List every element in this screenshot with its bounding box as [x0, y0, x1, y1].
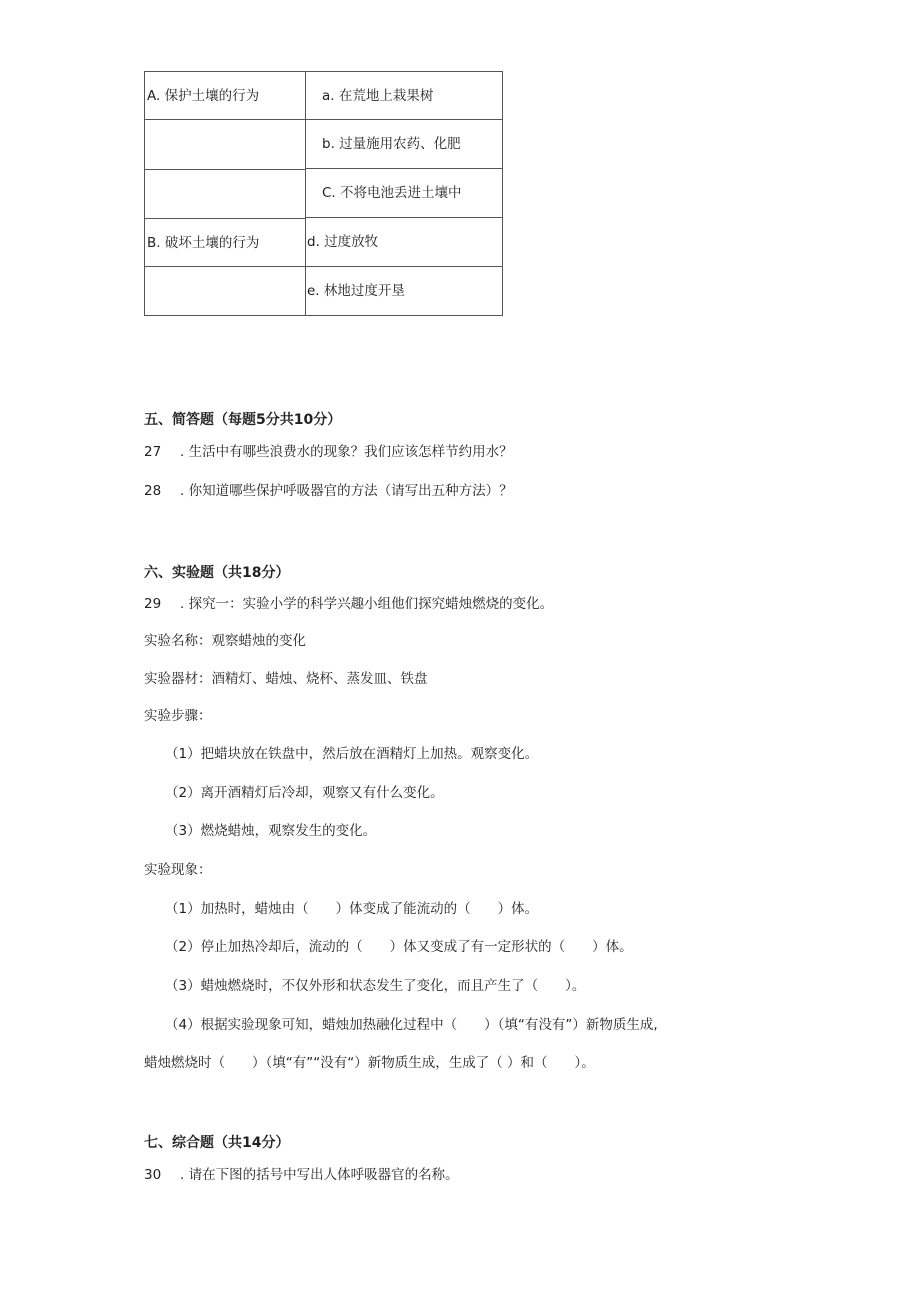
question-29	[144, 594, 553, 614]
question-text: . 请在下图的括号中写出人体呼吸器官的名称。	[180, 1167, 459, 1183]
experiment-name: 实验名称：观察蜡烛的变化	[144, 633, 306, 649]
section-title-short-answer: 五、简答题（每题5分共10分）	[144, 412, 342, 428]
table-cell-category: B. 破坏土壤的行为	[144, 218, 305, 267]
table-cell-category	[144, 169, 305, 218]
experiment-step: （2）离开酒精灯后冷却，观察又有什么变化。	[165, 785, 444, 801]
question-number: 28	[144, 483, 162, 499]
phenomenon-item: （2）停止加热冷却后，流动的（ ）体又变成了有一定形状的（ ）体。	[165, 939, 633, 955]
table-cell-behavior: C. 不将电池丢进土壤中	[305, 169, 503, 218]
table-cell-behavior: d. 过度放牧	[305, 218, 503, 267]
table-cell-behavior: e. 林地过度开垦	[305, 267, 503, 316]
experiment-steps-label: 实验步骤：	[144, 708, 212, 724]
question-number: 29	[144, 596, 162, 612]
table-cell-behavior: a. 在荒地上栽果树	[305, 71, 503, 120]
phenomenon-item: （3）蜡烛燃烧时，不仅外形和状态发生了变化，而且产生了（ ）。	[165, 978, 586, 994]
matching-table	[144, 71, 504, 316]
table-row	[144, 169, 504, 218]
table-cell-category	[144, 120, 305, 169]
question-number: 30	[144, 1167, 162, 1183]
table-row	[144, 71, 504, 120]
phenomenon-continuation: 蜡烛燃烧时（ ）（填“有”“没有“）新物质生成，生成了（ ）和（ ）。	[144, 1055, 595, 1071]
section-title-comprehensive: 七、综合题（共14分）	[144, 1135, 290, 1151]
table-cell-category	[144, 267, 305, 316]
table-row	[144, 267, 504, 316]
question-28	[144, 481, 513, 501]
experiment-step: （1）把蜡块放在铁盘中，然后放在酒精灯上加热。观察变化。	[165, 746, 539, 762]
table-cell-behavior: b. 过量施用农药、化肥	[305, 120, 503, 169]
experiment-materials: 实验器材：酒精灯、蜡烛、烧杯、蒸发皿、铁盘	[144, 671, 428, 687]
section-title-experiment: 六、实验题（共18分）	[144, 565, 290, 581]
table-row	[144, 120, 504, 169]
table-row	[144, 218, 504, 267]
experiment-step: （3）燃烧蜡烛，观察发生的变化。	[165, 823, 377, 839]
question-30	[144, 1165, 459, 1185]
question-27	[144, 442, 513, 462]
phenomenon-item: （1）加热时，蜡烛由（ ）体变成了能流动的（ ）体。	[165, 901, 539, 917]
question-text: . 生活中有哪些浪费水的现象？我们应该怎样节约用水？	[180, 444, 513, 460]
phenomenon-item: （4）根据实验现象可知，蜡烛加热融化过程中（ ）（填“有没有”）新物质生成,	[165, 1017, 658, 1033]
phenomena-label: 实验现象：	[144, 862, 212, 878]
question-number: 27	[144, 444, 162, 460]
question-text: . 你知道哪些保护呼吸器官的方法（请写出五种方法）？	[180, 483, 513, 499]
table-cell-category: A. 保护土壤的行为	[144, 71, 305, 120]
question-text: . 探究一：实验小学的科学兴趣小组他们探究蜡烛燃烧的变化。	[180, 596, 554, 612]
